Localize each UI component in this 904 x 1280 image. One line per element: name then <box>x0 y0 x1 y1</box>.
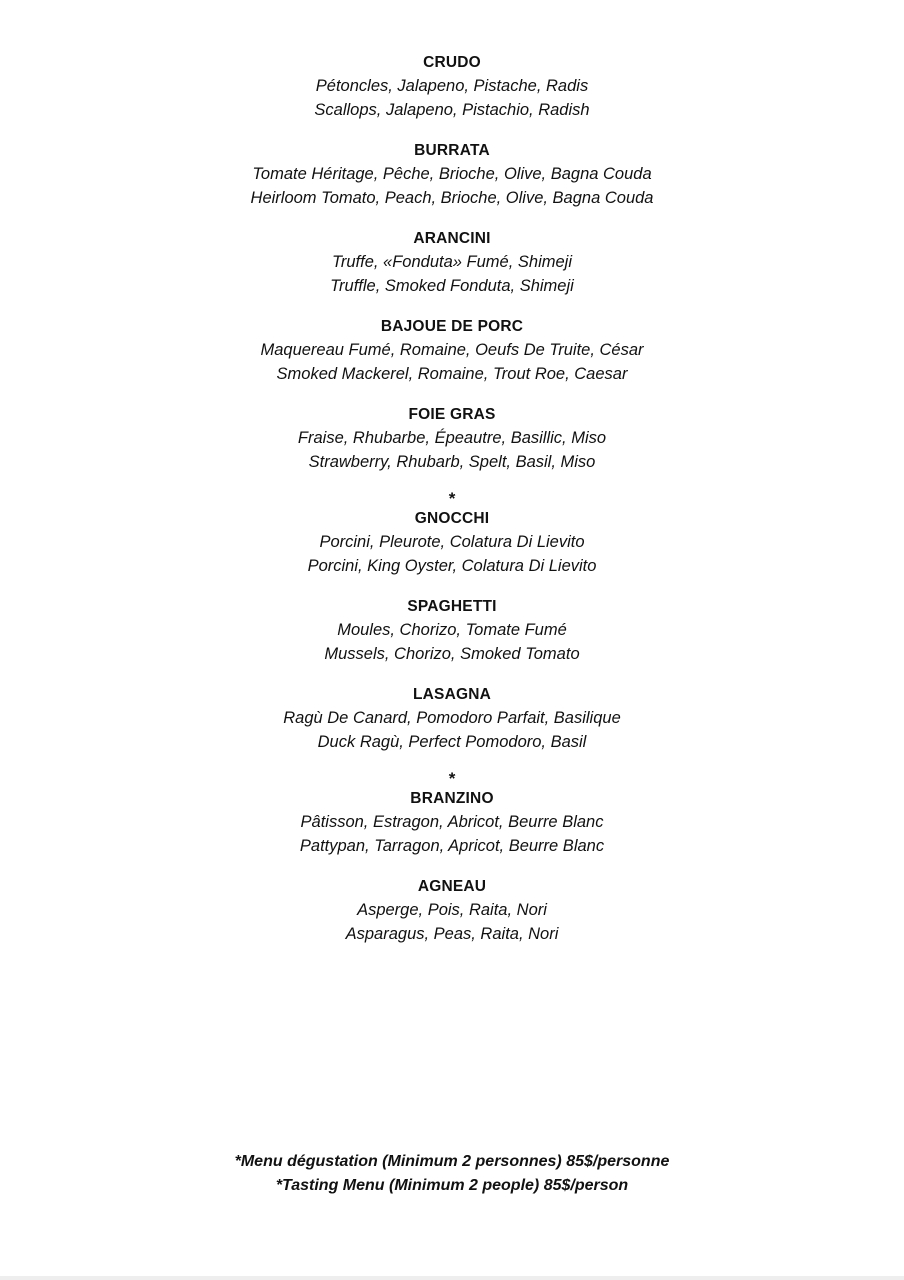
dish-name: AGNEAU <box>417 878 487 895</box>
dish-description-fr: Truffe, «Fonduta» Fumé, Shimeji <box>332 253 572 271</box>
dish-name: SPAGHETTI <box>407 598 497 615</box>
tasting-menu-note <box>0 1150 904 1198</box>
dish-description-fr: Maquereau Fumé, Romaine, Oeufs De Truite, César <box>260 341 644 359</box>
menu-list <box>0 52 904 964</box>
tasting-menu-note-en: *Tasting Menu (Minimum 2 people) 85$/person <box>275 1177 629 1194</box>
dish-description-en: Scallops, Jalapeno, Pistachio, Radish <box>314 101 590 119</box>
dish-burrata <box>0 140 904 210</box>
dish-name: ARANCINI <box>413 230 491 247</box>
dish-agneau <box>0 876 904 946</box>
dish-description-fr: Pétoncles, Jalapeno, Pistache, Radis <box>315 77 589 95</box>
tasting-menu-note-fr: *Menu dégustation (Minimum 2 personnes) 85$/personne <box>234 1153 670 1170</box>
dish-spaghetti <box>0 596 904 666</box>
dish-description-en: Porcini, King Oyster, Colatura Di Lievito <box>307 557 597 575</box>
dish-description-en: Pattypan, Tarragon, Apricot, Beurre Blanc <box>299 837 605 855</box>
dish-description-fr: Pâtisson, Estragon, Abricot, Beurre Blanc <box>300 813 604 831</box>
section-separator: * <box>448 769 456 788</box>
dish-foie-gras <box>0 404 904 474</box>
dish-name: LASAGNA <box>412 686 492 703</box>
dish-description-fr: Porcini, Pleurote, Colatura Di Lievito <box>319 533 585 551</box>
dish-name: BAJOUE DE PORC <box>380 318 524 335</box>
dish-description-en: Smoked Mackerel, Romaine, Trout Roe, Caesar <box>276 365 628 383</box>
dish-crudo <box>0 52 904 122</box>
dish-description-en: Truffle, Smoked Fonduta, Shimeji <box>330 277 574 295</box>
dish-arancini <box>0 228 904 298</box>
dish-gnocchi <box>0 508 904 578</box>
dish-description-fr: Asperge, Pois, Raita, Nori <box>357 901 547 919</box>
dish-bajoue-de-porc <box>0 316 904 386</box>
dish-description-en: Duck Ragù, Perfect Pomodoro, Basil <box>317 733 587 751</box>
dish-name: FOIE GRAS <box>408 406 496 423</box>
dish-description-fr: Tomate Héritage, Pêche, Brioche, Olive, Bagna Couda <box>252 165 652 183</box>
dish-name: CRUDO <box>423 54 481 71</box>
dish-description-fr: Fraise, Rhubarbe, Épeautre, Basillic, Miso <box>297 429 607 447</box>
dish-description-en: Mussels, Chorizo, Smoked Tomato <box>324 645 580 663</box>
dish-description-en: Asparagus, Peas, Raita, Nori <box>345 925 559 943</box>
dish-branzino <box>0 788 904 858</box>
dish-description-fr: Moules, Chorizo, Tomate Fumé <box>337 621 567 639</box>
dish-lasagna <box>0 684 904 754</box>
dish-name: BRANZINO <box>410 790 494 807</box>
page-bottom-edge <box>0 1276 904 1280</box>
dish-name: GNOCCHI <box>414 510 490 527</box>
section-separator: * <box>448 489 456 508</box>
dish-description-en: Strawberry, Rhubarb, Spelt, Basil, Miso <box>308 453 596 471</box>
dish-description-en: Heirloom Tomato, Peach, Brioche, Olive, Bagna Couda <box>250 189 654 207</box>
dish-name: BURRATA <box>414 142 490 159</box>
dish-description-fr: Ragù De Canard, Pomodoro Parfait, Basilique <box>283 709 621 727</box>
